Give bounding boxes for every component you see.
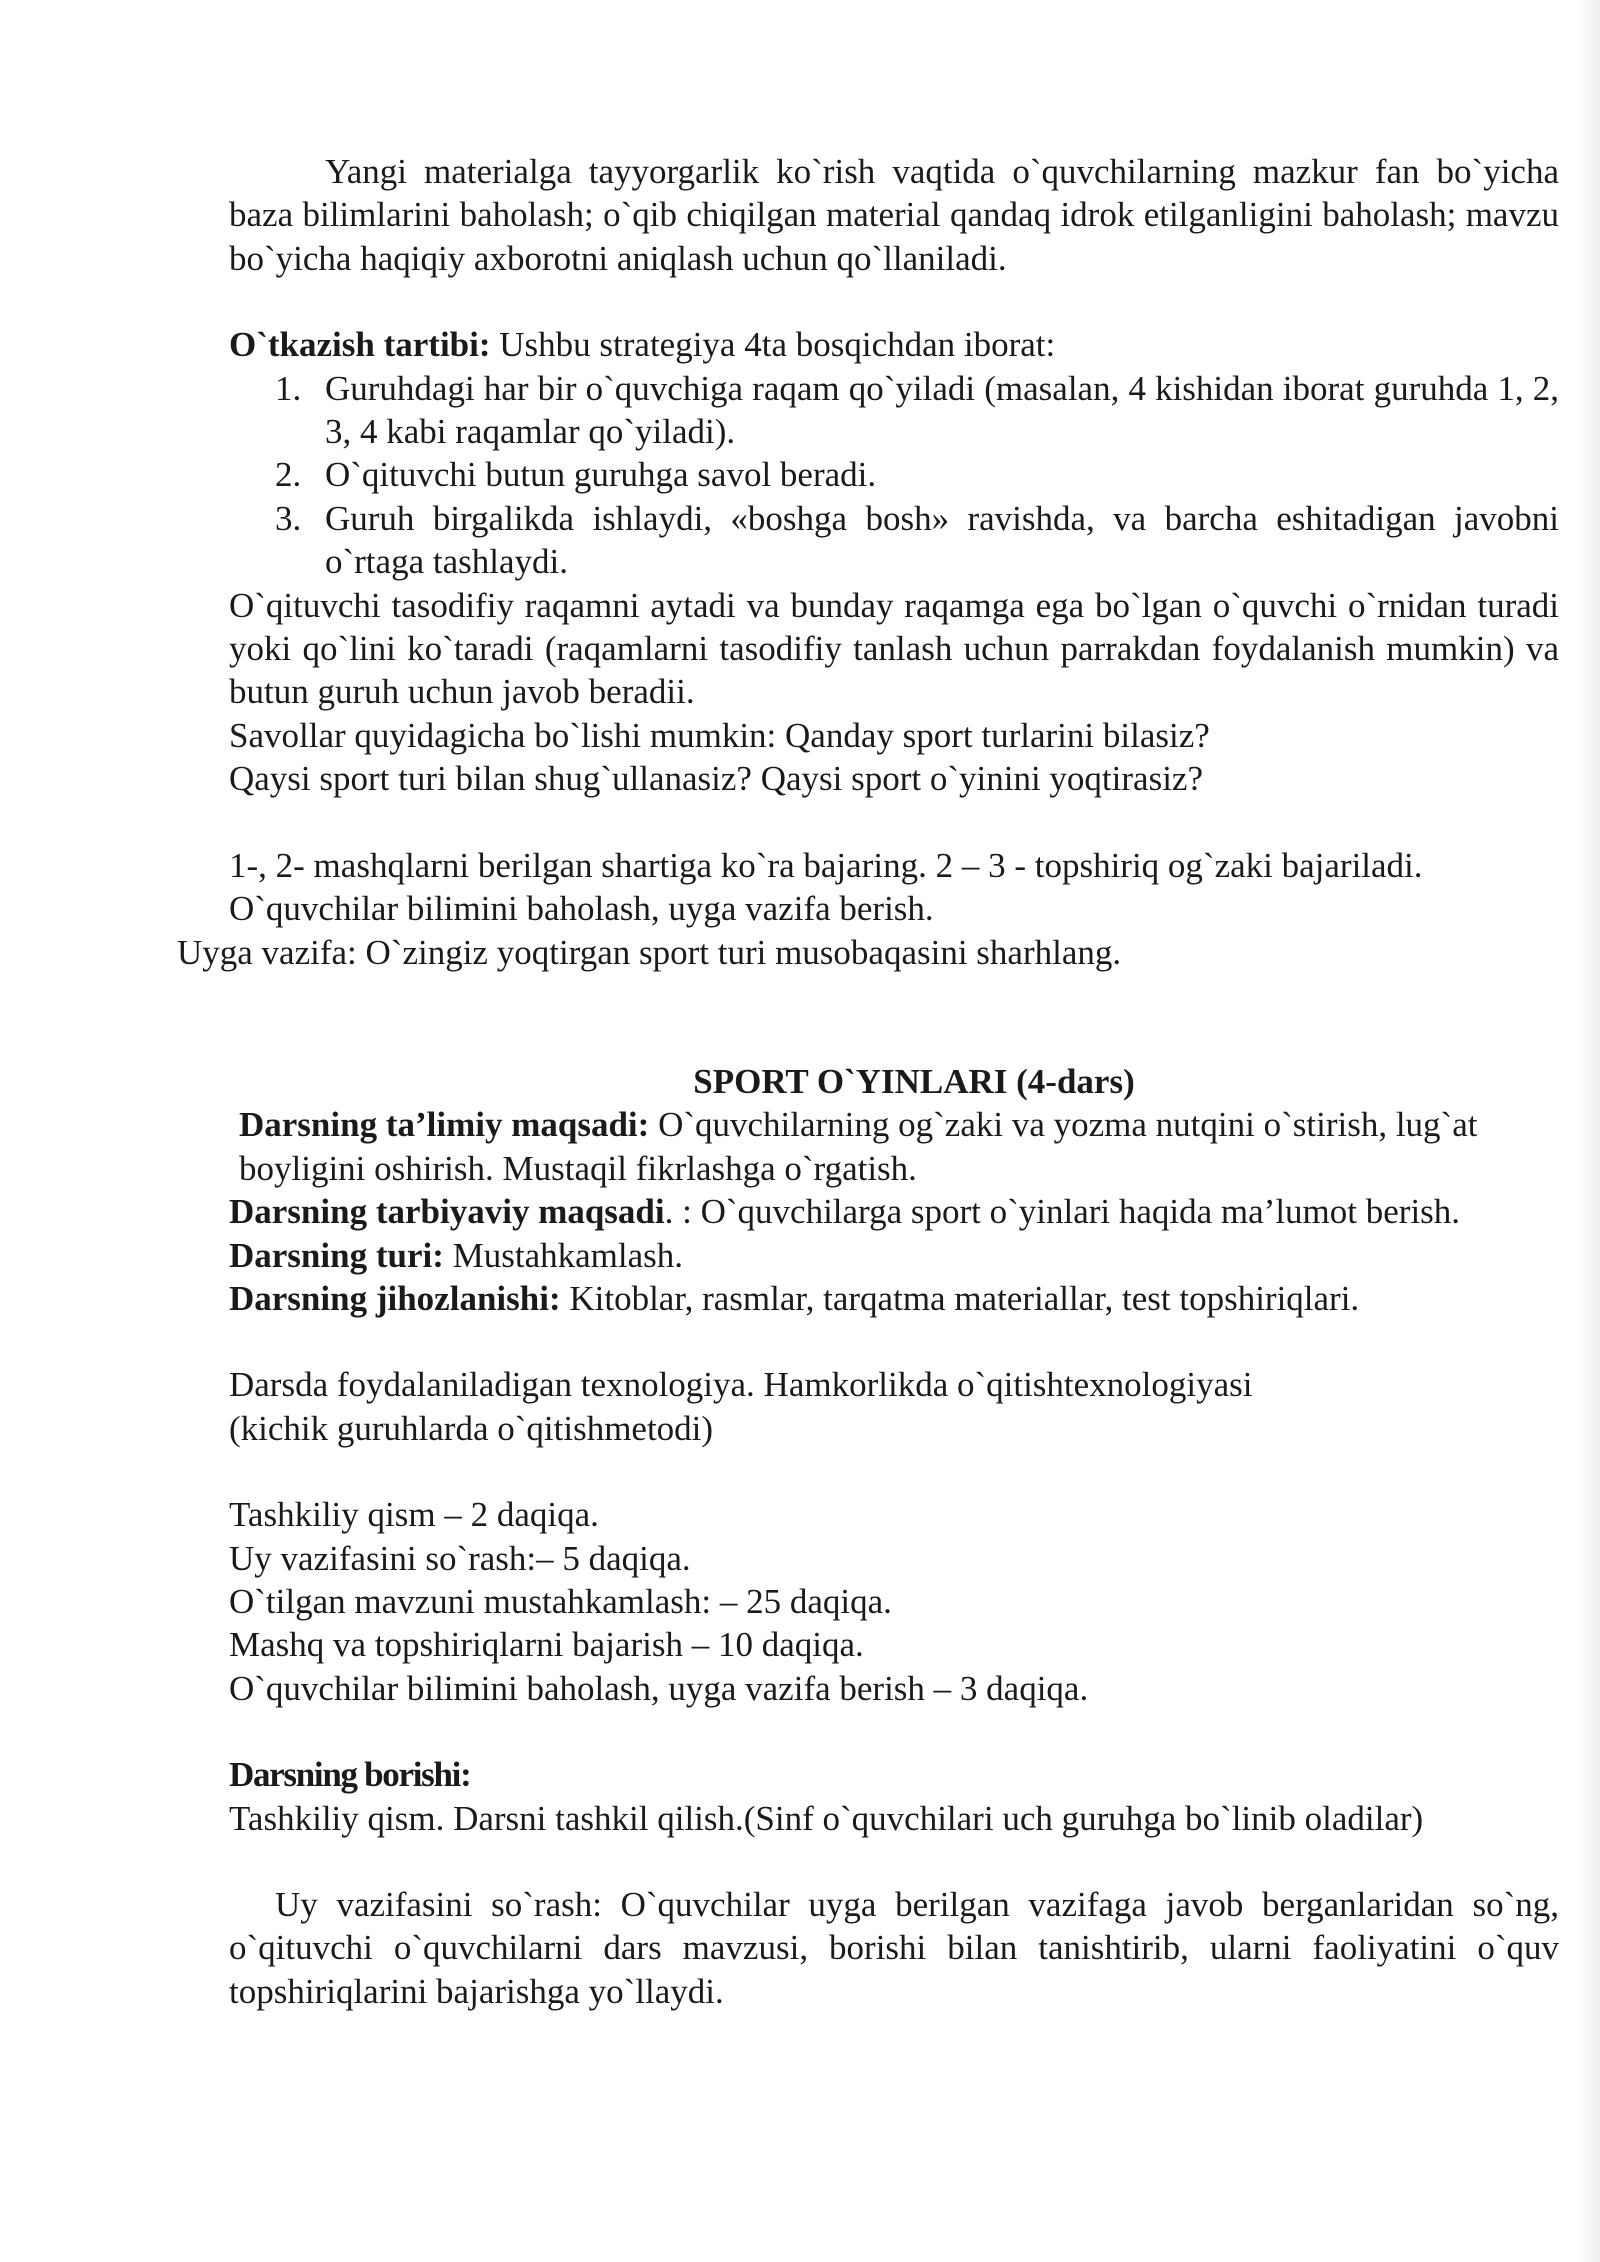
page-content [177, 150, 1559, 2013]
goal-label: Darsning jihozlanishi: [229, 1278, 561, 1318]
goal-educational [229, 1103, 1559, 1190]
progress-label: Darsning borishi: [229, 1755, 471, 1795]
technology-line-2: (kichik guruhlarda o`qitishmetodi) [229, 1408, 714, 1448]
questions-line-1: Savollar quyidagicha bo`lishi mumkin: Qanday sport turlarini bilasiz? [229, 715, 1210, 755]
procedure-steps [229, 367, 1559, 584]
timing-item: O`quvchilar bilimini baholash, uyga vazifa berish – 3 daqiqa. [229, 1668, 1089, 1708]
list-item [275, 497, 1559, 584]
section-title: SPORT O`YINLARI (4-dars) [693, 1061, 1135, 1101]
list-item [275, 453, 1559, 496]
goal-label: Darsning turi: [229, 1235, 444, 1275]
lesson-type [229, 1234, 1559, 1277]
goal-text: O`quvchilarning og`zaki va yozma nutqini o`stirish, lug`at boyligini oshirish. Mustaqil fikrlashga o`rgatish. [239, 1105, 1478, 1188]
progress-text: Tashkiliy qism. Darsni tashkil qilish.(Sinf o`quvchilari uch guruhga bo`linib oladilar) [229, 1798, 1424, 1838]
page-edge-shadow [1578, 0, 1600, 2262]
timing-item: Mashq va topshiriqlarni bajarish – 10 daqiqa. [229, 1625, 864, 1665]
teacher-paragraph: O`qituvchi tasodifiy raqamni aytadi va bunday raqamga ega bo`lgan o`quvchi o`rnidan turadi yoki qo`lini ko`taradi (raqamlarni tasodifiy tanlash uchun parrakdan foydalanish mumkin) va butun guruh uchun javob beradii. [229, 585, 1559, 712]
goal-upbringing [229, 1190, 1559, 1233]
procedure-text: Ushbu strategiya 4ta bosqichdan iborat: [490, 325, 1056, 365]
timing-item: Uy vazifasini so`rash:– 5 daqiqa. [229, 1538, 691, 1578]
intro-paragraph: Yangi materialga tayyorgarlik ko`rish vaqtida o`quvchilarning mazkur fan bo`yicha baza bilimlarini baholash; o`qib chiqilgan material qandaq idrok etilganligini baholash; mavzu bo`yicha haqiqiy axborotni aniqlash uchun qo`llaniladi. [229, 152, 1559, 278]
list-item-number: 1. [275, 368, 302, 408]
assessment-line: O`quvchilar bilimini baholash, uyga vazifa berish. [229, 889, 934, 929]
list-item-text: O`qituvchi butun guruhga savol beradi. [325, 455, 877, 495]
homework-line: Uyga vazifa: O`zingiz yoqtirgan sport turi musobaqasini sharhlang. [177, 932, 1122, 972]
list-item-text: Guruhdagi har bir o`quvchiga raqam qo`yiladi (masalan, 4 kishidan iborat guruhda 1, 2, 3, 4 kabi raqamlar qo`yiladi). [325, 368, 1559, 452]
goal-label: Darsning tarbiyaviy maqsadi [229, 1192, 665, 1232]
list-item-number: 3. [275, 498, 302, 538]
procedure-label: O`tkazish tartibi: [229, 325, 491, 365]
final-paragraph: Uy vazifasini so`rash: O`quvchilar uyga berilgan vazifaga javob berganlaridan so`ng, o`qituvchi o`quvchilarni dars mavzusi, borishi bilan tanishtirib, ularni faoliyatini o`quv topshiriqlarini bajarishga yo`llaydi. [229, 1885, 1559, 2011]
list-item [275, 367, 1559, 454]
timing-item: Tashkiliy qism – 2 daqiqa. [229, 1495, 599, 1535]
goal-text: Mustahkamlash. [443, 1235, 684, 1275]
timing-item: O`tilgan mavzuni mustahkamlash: – 25 daqiqa. [229, 1581, 892, 1621]
lesson-equipment [229, 1277, 1559, 1320]
list-item-number: 2. [275, 455, 302, 495]
exercise-line: 1-, 2- mashqlarni berilgan shartiga ko`ra bajaring. 2 – 3 - topshiriq og`zaki bajariladi. [229, 845, 1423, 885]
goal-label: Darsning ta’limiy maqsadi: [239, 1105, 650, 1145]
questions-line-2: Qaysi sport turi bilan shug`ullanasiz? Qaysi sport o`yinini yoqtirasiz? [229, 759, 1203, 799]
goal-text: . : O`quvchilarga sport o`yinlari haqida ma’lumot berish. [664, 1192, 1461, 1232]
technology-line-1: Darsda foydalaniladigan texnologiya. Hamkorlikda o`qitishtexnologiyasi [229, 1365, 1253, 1405]
goal-text: Kitoblar, rasmlar, tarqatma materiallar, test topshiriqlari. [560, 1278, 1360, 1318]
procedure-line [229, 323, 1559, 366]
list-item-text: Guruh birgalikda ishlaydi, «boshga bosh» ravishda, va barcha eshitadigan javobni o`rtaga tashlaydi. [325, 498, 1559, 582]
